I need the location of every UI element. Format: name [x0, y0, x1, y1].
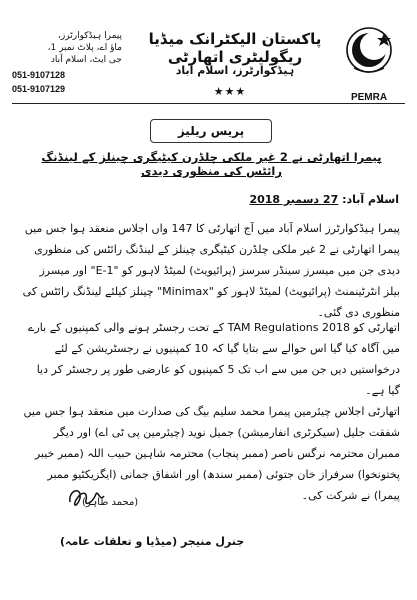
phone-number-1: 051-9107128 [12, 70, 66, 80]
signatory-role: جنرل منیجر (میڈیا و تعلقات عامہ) [60, 535, 245, 548]
paragraph: پیمرا ہیڈکوارٹرز اسلام آباد میں آج اتھارٹی کا 147 واں اجلاس منعقد ہوا جس میں پیمرا اتھارٹی نے 2 غیر ملکی چلڈرن کیٹیگری چینلز کے لینڈنگ رائٹس کی منظوری دیدی جن میں میسرز سینڈر سرسز (پرائیویٹ) لمیٹڈ لاہور کو "E-1" اور میسرز بیلز انٹرٹینمنٹ (پرائیویٹ) لمیٹڈ لاہور کو "Minimax" چینلز کیلئے لینڈنگ رائٹس کی منظوری دی گئی۔ [22, 222, 400, 319]
headline: پیمرا اتھارٹی نے 2 غیر ملکی چلڈرن کیٹیگری چینلز کے لینڈنگ رائٹس کی منظوری دیدی [41, 150, 382, 178]
paragraph: اتھارٹی کو TAM Regulations 2018 کے تحت رجسٹر ہونے والی کمپنیوں کے بارے میں آگاہ کیا گیا اس حوالے سے بتایا گیا کہ 10 کمپنیوں نے رجسٹریشن کے لئے درخواستیں دیں جن میں سے اب تک 5 کمپنیوں کو عارضی طور پر رجسٹر کر دیا گیا ہے۔ [28, 321, 400, 397]
organization-subtitle: ہیڈکوارٹرز، اسلام آباد [175, 64, 295, 77]
address-line: ماؤ اے، پلاٹ نمبر 1، [47, 43, 122, 53]
header-divider [12, 103, 405, 104]
address-line: جی ایٹ، اسلام آباد [50, 55, 122, 65]
pemra-logo [340, 20, 398, 103]
signatory-name: (محمد طاہر) [82, 497, 139, 508]
address-line: پیمرا ہیڈکوارٹرز، [58, 31, 122, 41]
date-label: اسلام آباد: [342, 193, 399, 206]
paragraph: اتھارٹی اجلاس چیئرمین پیمرا محمد سلیم بیگ کی صدارت میں منعقد ہوا جس میں شفقت جلیل (سیکرٹری انفارمیشن) جمیل نوید (چیئرمین پی ٹی اے) اور دیگر ممبران محترمہ نرگس ناصر (ممبر پنجاب) محترمہ شاہین حبیب اللہ (ممبر خیبر پختونخوا) سرفراز خان جتوئی (ممبر سندھ) اور اشفاق جمانی (ایگزیکٹیو ممبر پیمرا) نے شرکت کی۔ [23, 405, 400, 502]
date-value: 27 دسمبر 2018 [249, 193, 339, 206]
logo-wordmark: PEMRA [350, 92, 388, 103]
organization-title: پاکستان الیکٹرانک میڈیا ریگولیٹری اتھارٹی [148, 30, 322, 66]
phone-number-2: 051-9107129 [12, 84, 66, 94]
press-release-label: پریس ریلیز [150, 119, 272, 143]
stars-decoration: ★★★ [213, 85, 247, 98]
address-block [12, 30, 122, 66]
dateline [249, 193, 399, 206]
